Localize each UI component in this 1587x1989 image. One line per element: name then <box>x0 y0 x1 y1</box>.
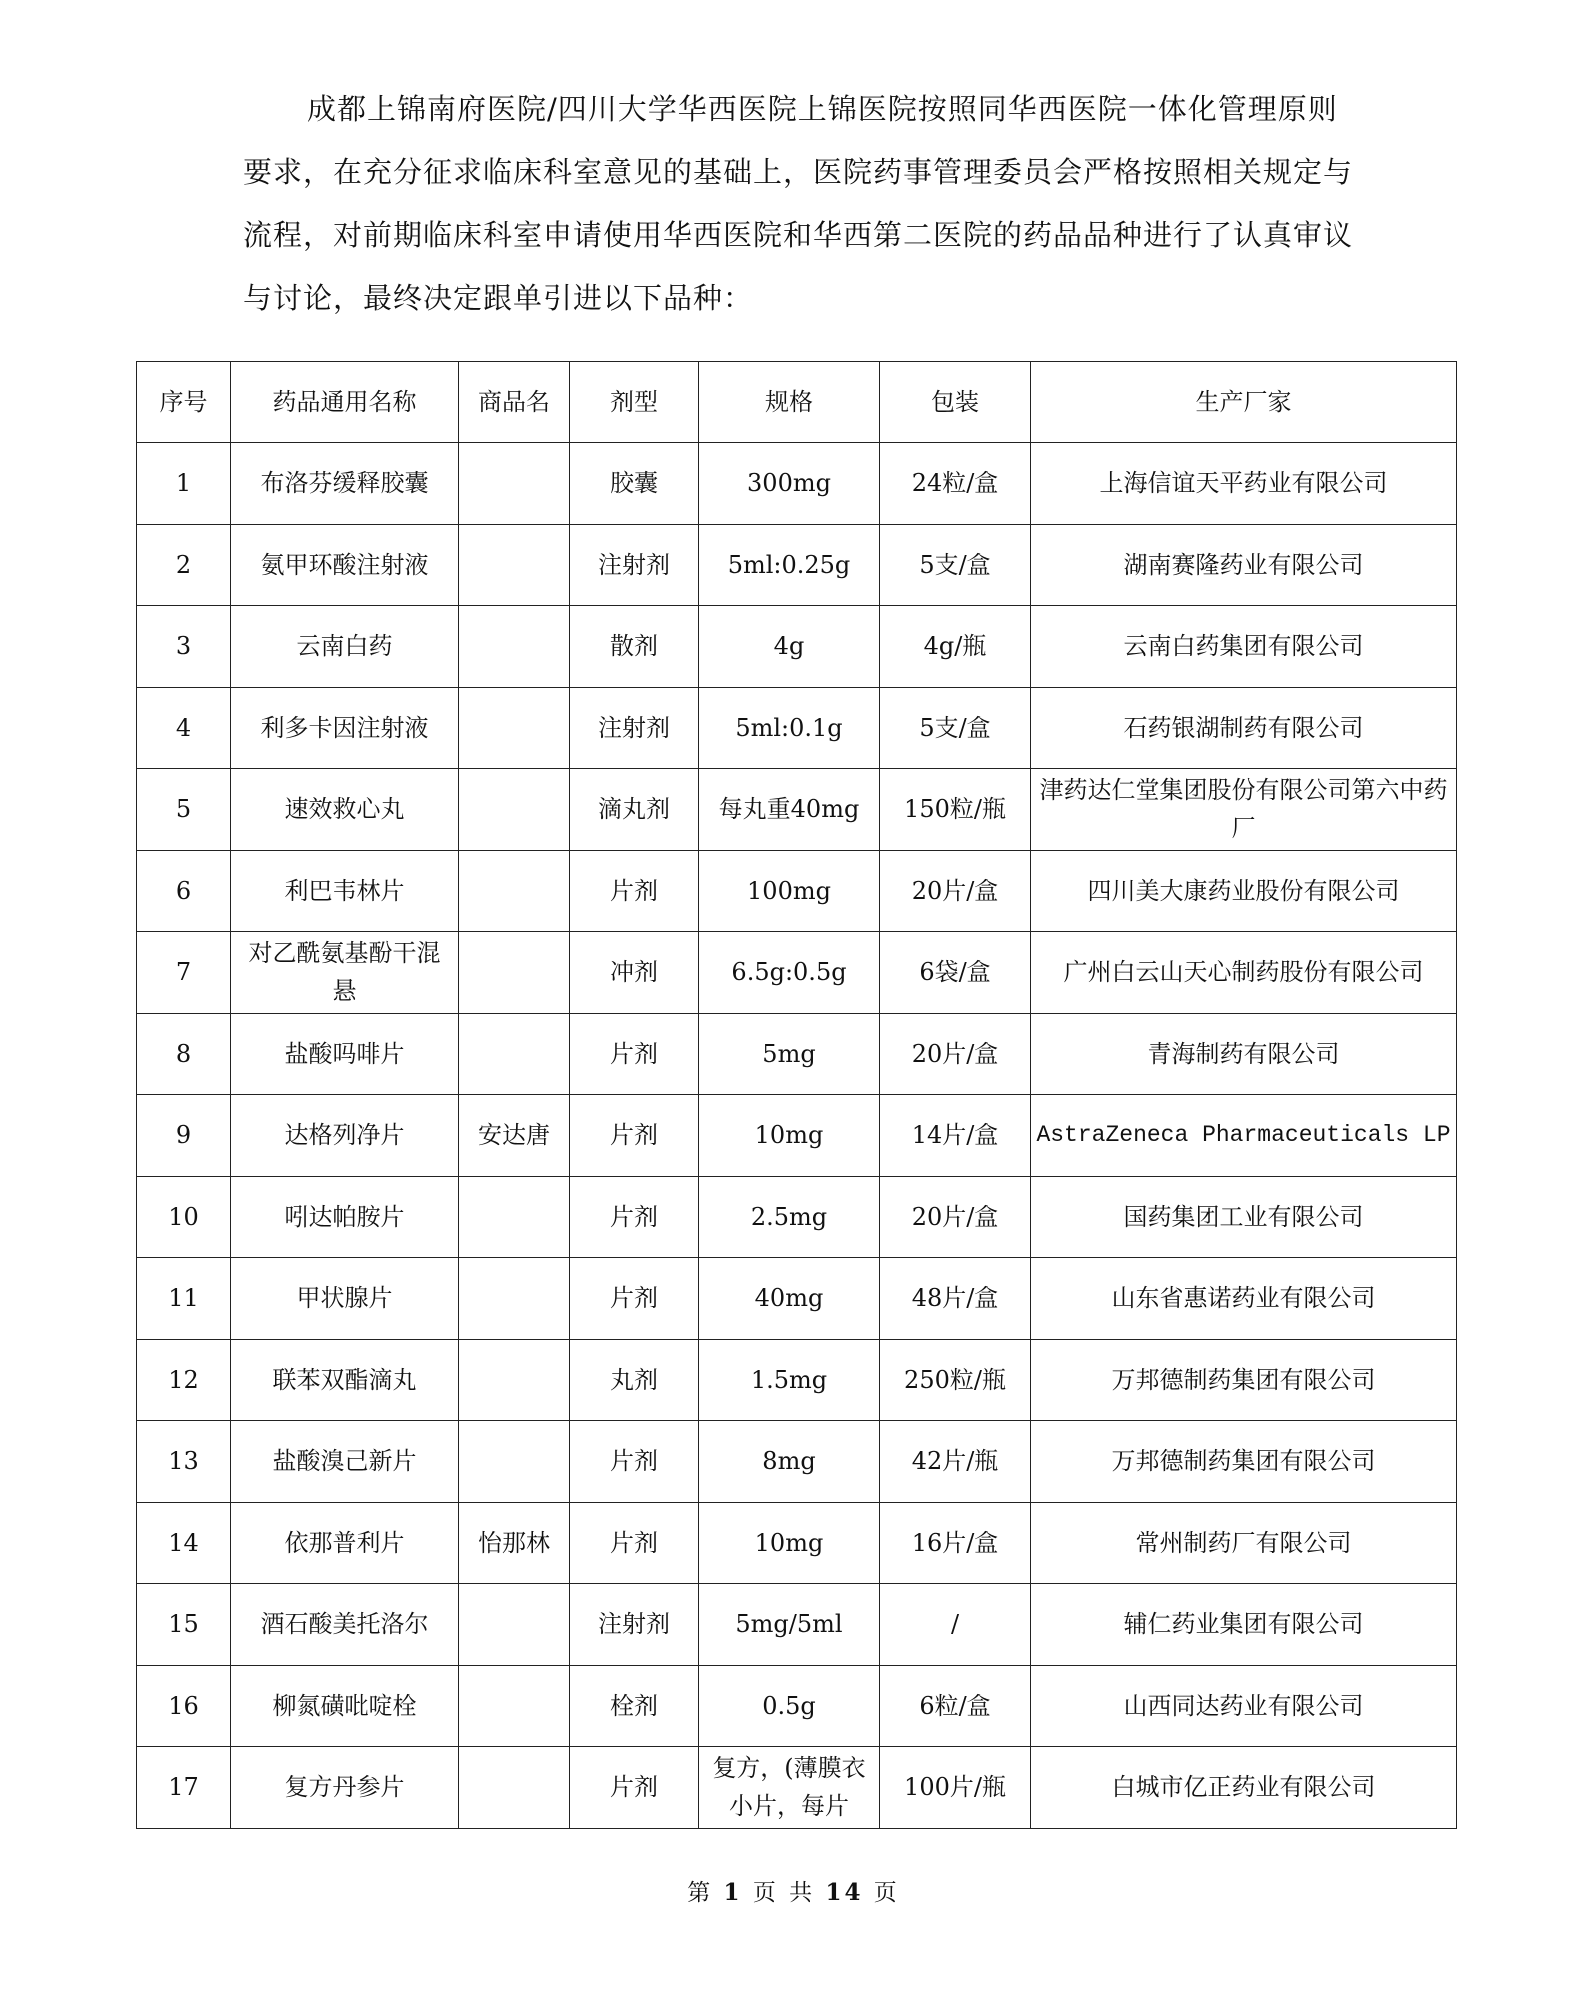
cell-brand-name <box>459 1176 570 1258</box>
cell-brand-name <box>459 443 570 525</box>
cell-packaging: 5支/盒 <box>880 687 1031 769</box>
table-row <box>137 1421 1457 1503</box>
table-row <box>137 932 1457 1014</box>
cell-dosage-form: 丸剂 <box>570 1339 699 1421</box>
cell-generic-name: 依那普利片 <box>231 1502 459 1584</box>
cell-manufacturer: 上海信谊天平药业有限公司 <box>1031 443 1457 525</box>
cell-brand-name <box>459 1339 570 1421</box>
table-row <box>137 850 1457 932</box>
cell-packaging: 5支/盒 <box>880 524 1031 606</box>
cell-dosage-form: 片剂 <box>570 1013 699 1095</box>
footer-page-number: 1 <box>723 1879 743 1906</box>
cell-generic-name: 速效救心丸 <box>231 769 459 851</box>
cell-generic-name: 吲达帕胺片 <box>231 1176 459 1258</box>
cell-index: 11 <box>137 1258 231 1340</box>
cell-packaging: 20片/盒 <box>880 850 1031 932</box>
header-index: 序号 <box>137 362 231 443</box>
cell-index: 3 <box>137 606 231 688</box>
cell-brand-name: 怡那林 <box>459 1502 570 1584</box>
cell-packaging: 4g/瓶 <box>880 606 1031 688</box>
cell-manufacturer: 白城市亿正药业有限公司 <box>1031 1747 1457 1829</box>
cell-index: 4 <box>137 687 231 769</box>
cell-index: 1 <box>137 443 231 525</box>
cell-manufacturer: 常州制药厂有限公司 <box>1031 1502 1457 1584</box>
header-manufacturer: 生产厂家 <box>1031 362 1457 443</box>
cell-manufacturer: 山西同达药业有限公司 <box>1031 1665 1457 1747</box>
cell-brand-name <box>459 769 570 851</box>
cell-brand-name <box>459 1584 570 1666</box>
table-row <box>137 1176 1457 1258</box>
cell-index: 2 <box>137 524 231 606</box>
table-row <box>137 1013 1457 1095</box>
cell-specification: 0.5g <box>699 1665 880 1747</box>
cell-generic-name: 达格列净片 <box>231 1095 459 1177</box>
cell-packaging: 16片/盒 <box>880 1502 1031 1584</box>
table-row <box>137 1584 1457 1666</box>
cell-manufacturer: 万邦德制药集团有限公司 <box>1031 1339 1457 1421</box>
cell-brand-name <box>459 932 570 1014</box>
cell-manufacturer: 津药达仁堂集团股份有限公司第六中药厂 <box>1031 769 1457 851</box>
cell-packaging: 6粒/盒 <box>880 1665 1031 1747</box>
header-generic-name: 药品通用名称 <box>231 362 459 443</box>
cell-specification: 6.5g:0.5g <box>699 932 880 1014</box>
footer-middle: 页 共 <box>752 1880 816 1906</box>
cell-packaging: 6袋/盒 <box>880 932 1031 1014</box>
cell-specification: 40mg <box>699 1258 880 1340</box>
cell-brand-name <box>459 1747 570 1829</box>
cell-packaging: 14片/盒 <box>880 1095 1031 1177</box>
table-row <box>137 1258 1457 1340</box>
cell-index: 9 <box>137 1095 231 1177</box>
cell-dosage-form: 栓剂 <box>570 1665 699 1747</box>
drug-table <box>136 361 1457 1829</box>
cell-brand-name <box>459 606 570 688</box>
cell-packaging: 100片/瓶 <box>880 1747 1031 1829</box>
cell-specification: 300mg <box>699 443 880 525</box>
cell-brand-name <box>459 1013 570 1095</box>
cell-generic-name: 复方丹参片 <box>231 1747 459 1829</box>
cell-manufacturer: 湖南赛隆药业有限公司 <box>1031 524 1457 606</box>
cell-index: 6 <box>137 850 231 932</box>
cell-manufacturer: 山东省惠诺药业有限公司 <box>1031 1258 1457 1340</box>
cell-dosage-form: 注射剂 <box>570 687 699 769</box>
footer-total-pages: 14 <box>825 1879 864 1906</box>
cell-generic-name: 柳氮磺吡啶栓 <box>231 1665 459 1747</box>
cell-brand-name <box>459 1258 570 1340</box>
cell-specification: 1.5mg <box>699 1339 880 1421</box>
header-brand-name: 商品名 <box>459 362 570 443</box>
cell-brand-name <box>459 1421 570 1503</box>
cell-packaging: 20片/盒 <box>880 1013 1031 1095</box>
cell-specification: 每丸重40mg <box>699 769 880 851</box>
cell-dosage-form: 片剂 <box>570 1421 699 1503</box>
cell-generic-name: 联苯双酯滴丸 <box>231 1339 459 1421</box>
table-row <box>137 443 1457 525</box>
cell-generic-name: 酒石酸美托洛尔 <box>231 1584 459 1666</box>
cell-generic-name: 盐酸溴己新片 <box>231 1421 459 1503</box>
cell-packaging: 250粒/瓶 <box>880 1339 1031 1421</box>
cell-specification: 5mg <box>699 1013 880 1095</box>
cell-index: 17 <box>137 1747 231 1829</box>
cell-dosage-form: 片剂 <box>570 1502 699 1584</box>
cell-index: 12 <box>137 1339 231 1421</box>
cell-generic-name: 利多卡因注射液 <box>231 687 459 769</box>
header-dosage-form: 剂型 <box>570 362 699 443</box>
cell-specification: 复方，(薄膜衣小片，每片 <box>699 1747 880 1829</box>
cell-generic-name: 云南白药 <box>231 606 459 688</box>
cell-specification: 5ml:0.25g <box>699 524 880 606</box>
cell-specification: 100mg <box>699 850 880 932</box>
cell-manufacturer: 广州白云山天心制药股份有限公司 <box>1031 932 1457 1014</box>
cell-dosage-form: 冲剂 <box>570 932 699 1014</box>
cell-brand-name <box>459 687 570 769</box>
cell-manufacturer: 四川美大康药业股份有限公司 <box>1031 850 1457 932</box>
cell-packaging: 150粒/瓶 <box>880 769 1031 851</box>
cell-dosage-form: 胶囊 <box>570 443 699 525</box>
cell-dosage-form: 片剂 <box>570 1747 699 1829</box>
cell-index: 16 <box>137 1665 231 1747</box>
cell-manufacturer: 石药银湖制药有限公司 <box>1031 687 1457 769</box>
cell-packaging: 42片/瓶 <box>880 1421 1031 1503</box>
cell-dosage-form: 散剂 <box>570 606 699 688</box>
cell-brand-name <box>459 850 570 932</box>
cell-generic-name: 利巴韦林片 <box>231 850 459 932</box>
cell-packaging: / <box>880 1584 1031 1666</box>
cell-specification: 2.5mg <box>699 1176 880 1258</box>
cell-brand-name <box>459 1665 570 1747</box>
cell-brand-name: 安达唐 <box>459 1095 570 1177</box>
cell-generic-name: 布洛芬缓释胶囊 <box>231 443 459 525</box>
cell-generic-name: 盐酸吗啡片 <box>231 1013 459 1095</box>
cell-manufacturer: 辅仁药业集团有限公司 <box>1031 1584 1457 1666</box>
cell-dosage-form: 注射剂 <box>570 524 699 606</box>
cell-index: 13 <box>137 1421 231 1503</box>
cell-packaging: 48片/盒 <box>880 1258 1031 1340</box>
table-row <box>137 769 1457 851</box>
footer-suffix: 页 <box>873 1880 900 1906</box>
table-row <box>137 1665 1457 1747</box>
cell-index: 7 <box>137 932 231 1014</box>
table-body <box>137 443 1457 1829</box>
cell-generic-name: 氨甲环酸注射液 <box>231 524 459 606</box>
cell-specification: 10mg <box>699 1502 880 1584</box>
cell-dosage-form: 注射剂 <box>570 1584 699 1666</box>
table-header-row <box>137 362 1457 443</box>
cell-index: 14 <box>137 1502 231 1584</box>
cell-specification: 4g <box>699 606 880 688</box>
cell-dosage-form: 片剂 <box>570 1095 699 1177</box>
table-row <box>137 606 1457 688</box>
table-row <box>137 1095 1457 1177</box>
header-packaging: 包装 <box>880 362 1031 443</box>
cell-packaging: 24粒/盒 <box>880 443 1031 525</box>
cell-dosage-form: 片剂 <box>570 1176 699 1258</box>
intro-paragraph <box>243 78 1358 330</box>
cell-specification: 10mg <box>699 1095 880 1177</box>
cell-brand-name <box>459 524 570 606</box>
cell-manufacturer: 万邦德制药集团有限公司 <box>1031 1421 1457 1503</box>
cell-packaging: 20片/盒 <box>880 1176 1031 1258</box>
page-footer <box>0 1874 1587 1907</box>
cell-index: 10 <box>137 1176 231 1258</box>
cell-manufacturer: 国药集团工业有限公司 <box>1031 1176 1457 1258</box>
table-row <box>137 524 1457 606</box>
cell-dosage-form: 滴丸剂 <box>570 769 699 851</box>
cell-index: 8 <box>137 1013 231 1095</box>
cell-manufacturer: 云南白药集团有限公司 <box>1031 606 1457 688</box>
cell-manufacturer: AstraZeneca Pharmaceuticals LP <box>1031 1095 1457 1177</box>
cell-specification: 5mg/5ml <box>699 1584 880 1666</box>
footer-prefix: 第 <box>687 1880 714 1906</box>
cell-generic-name: 甲状腺片 <box>231 1258 459 1340</box>
table-row <box>137 687 1457 769</box>
table-row <box>137 1339 1457 1421</box>
cell-index: 15 <box>137 1584 231 1666</box>
cell-manufacturer: 青海制药有限公司 <box>1031 1013 1457 1095</box>
table-row <box>137 1747 1457 1829</box>
table-row <box>137 1502 1457 1584</box>
header-specification: 规格 <box>699 362 880 443</box>
intro-text: 成都上锦南府医院/四川大学华西医院上锦医院按照同华西医院一体化管理原则要求，在充分征求临床科室意见的基础上，医院药事管理委员会严格按照相关规定与流程，对前期临床科室申请使用华西医院和华西第二医院的药品品种进行了认真审议与讨论，最终决定跟单引进以下品种： <box>243 92 1354 315</box>
cell-generic-name: 对乙酰氨基酚干混悬 <box>231 932 459 1014</box>
cell-dosage-form: 片剂 <box>570 1258 699 1340</box>
cell-index: 5 <box>137 769 231 851</box>
cell-specification: 5ml:0.1g <box>699 687 880 769</box>
cell-dosage-form: 片剂 <box>570 850 699 932</box>
cell-specification: 8mg <box>699 1421 880 1503</box>
